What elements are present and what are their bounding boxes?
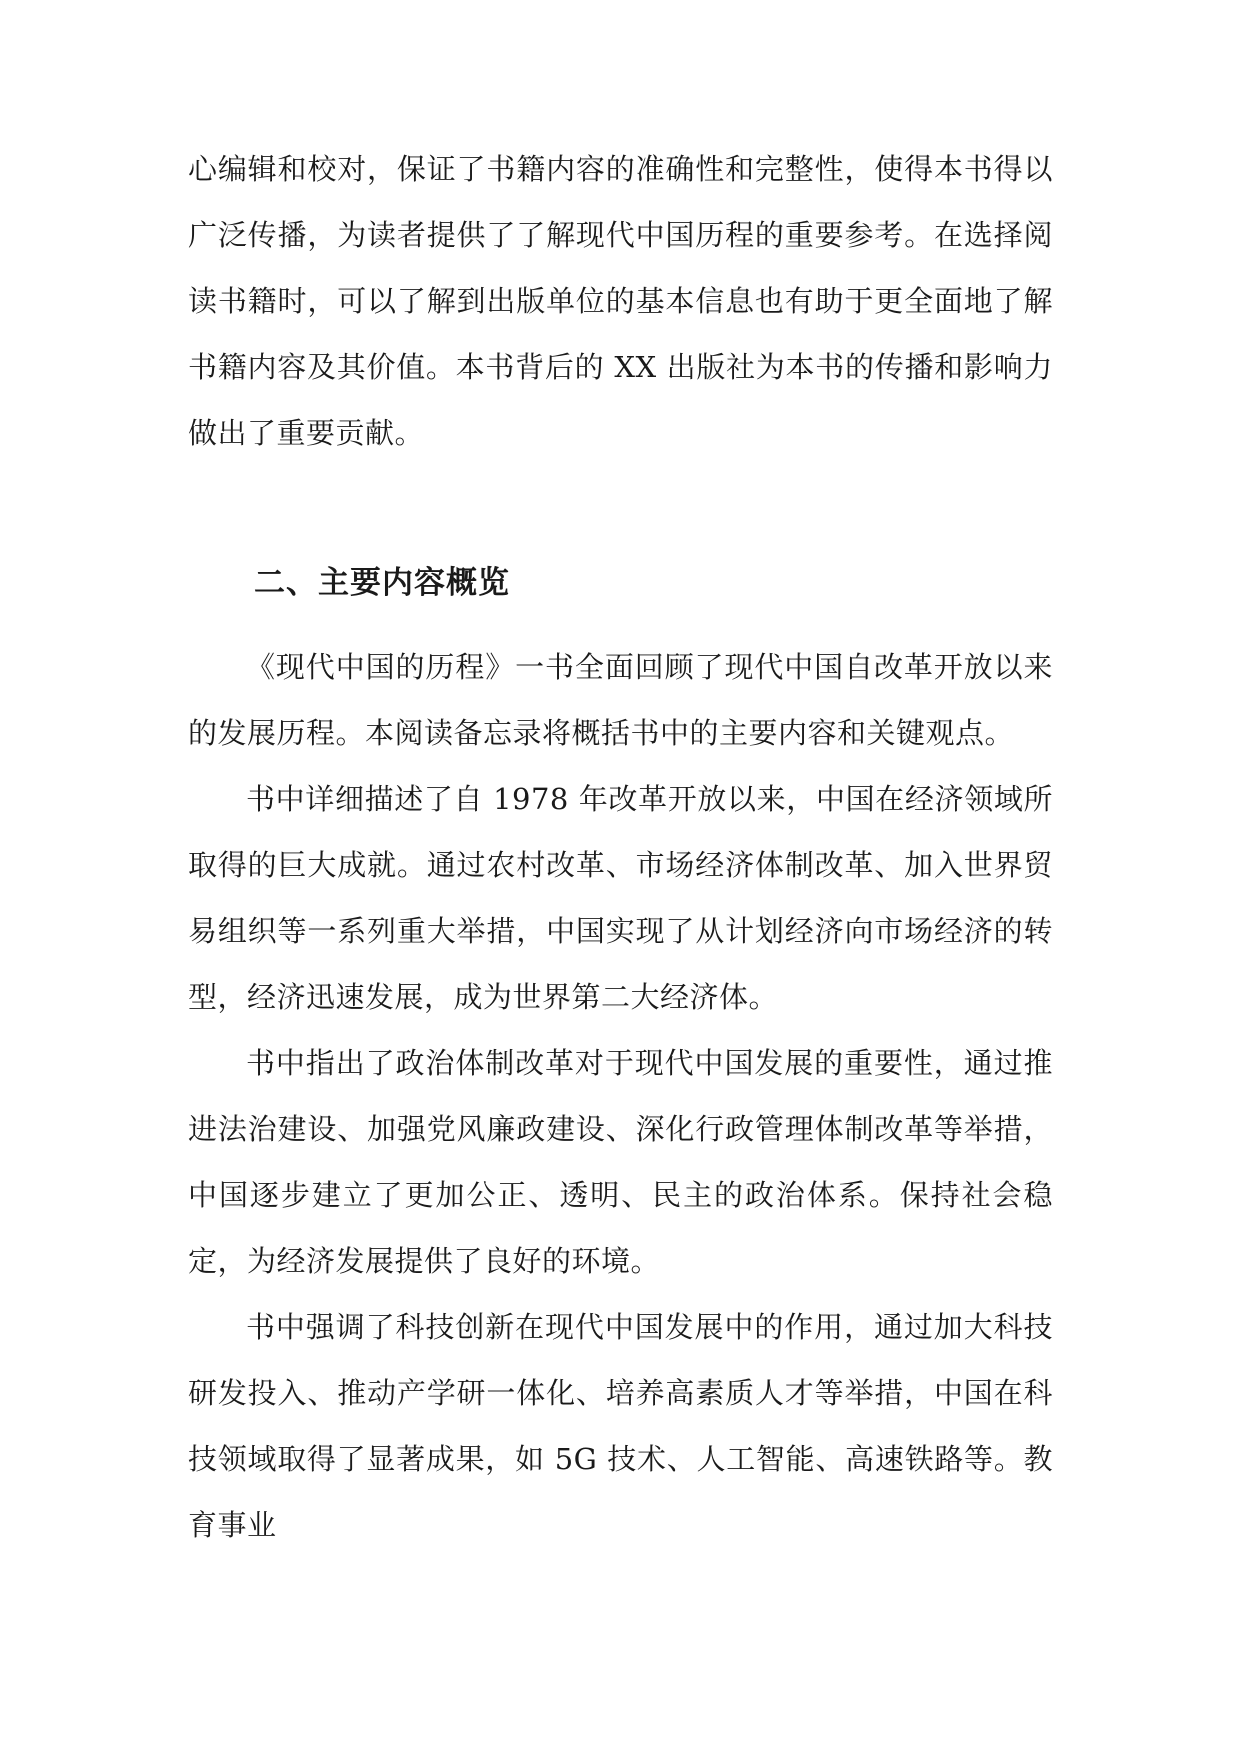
paragraph-economy: 书中详细描述了自 1978 年改革开放以来，中国在经济领域所取得的巨大成就。通过农村改革、市场经济体制改革、加入世界贸易组织等一系列重大举措，中国实现了从计划经济向市场经济的转型，经济迅速发展，成为世界第二大经济体。 xyxy=(188,782,1053,1014)
section-heading: 二、主要内容概览 xyxy=(254,565,510,601)
paragraph-overview: 《现代中国的历程》一书全面回顾了现代中国自改革开放以来的发展历程。本阅读备忘录将概括书中的主要内容和关键观点。 xyxy=(188,650,1053,750)
section-body xyxy=(188,634,1053,1558)
paragraph-politics: 书中指出了政治体制改革对于现代中国发展的重要性，通过推进法治建设、加强党风廉政建设、深化行政管理体制改革等举措，中国逐步建立了更加公正、透明、民主的政治体系。保持社会稳定，为经济发展提供了良好的环境。 xyxy=(188,1046,1053,1278)
paragraph-technology: 书中强调了科技创新在现代中国发展中的作用，通过加大科技研发投入、推动产学研一体化、培养高素质人才等举措，中国在科技领域取得了显著成果，如 5G 技术、人工智能、高速铁路等。教育事业 xyxy=(188,1310,1053,1542)
continuation-paragraph: 心编辑和校对，保证了书籍内容的准确性和完整性，使得本书得以广泛传播，为读者提供了了解现代中国历程的重要参考。在选择阅读书籍时，可以了解到出版单位的基本信息也有助于更全面地了解书籍内容及其价值。本书背后的 XX 出版社为本书的传播和影响力做出了重要贡献。 xyxy=(188,152,1053,450)
